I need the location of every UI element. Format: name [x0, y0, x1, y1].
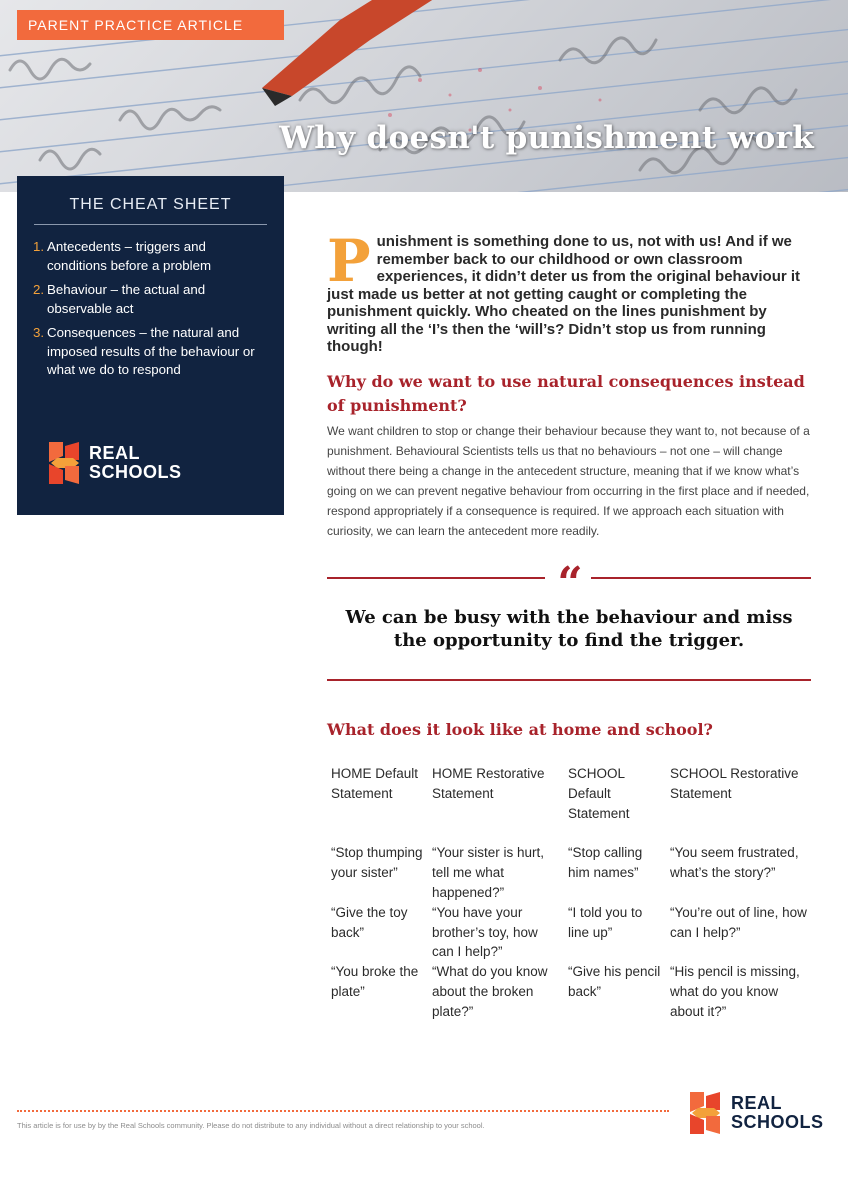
table-row [327, 962, 817, 1021]
column-header: SCHOOL Default Statement [568, 766, 630, 821]
table-cell: “Your sister is hurt, tell me what happened?” [432, 845, 545, 900]
real-schools-logo [49, 442, 182, 484]
pull-quote [327, 558, 811, 682]
table-header-row [327, 764, 817, 843]
list-item-number: 1. [33, 239, 45, 254]
list-item-text: Consequences – the natural and imposed results of the behaviour or what we do to respond [47, 325, 255, 377]
cheat-sheet-title: THE CHEAT SHEET [34, 196, 267, 225]
table-cell: “Give his pencil back” [568, 964, 661, 999]
list-item [33, 281, 269, 318]
quote-mark-icon: “ [557, 558, 583, 609]
table-cell: “His pencil is missing, what do you know about it?” [670, 964, 800, 1019]
quote-divider-left [327, 577, 545, 579]
table-cell: “I told you to line up” [568, 904, 643, 940]
footer-disclaimer: This article is for use by by the Real Schools community. Please do not distribute to any individual without a direct relationship to your school. [17, 1121, 485, 1130]
section-heading: Why do we want to use natural consequences instead of punishment? [327, 371, 805, 415]
cheat-sheet-list [33, 238, 269, 386]
footer-divider [17, 1110, 669, 1112]
list-item-text: Antecedents – triggers and conditions before a problem [47, 239, 212, 273]
table-cell: “Stop calling him names” [568, 845, 643, 881]
quote-divider-bottom [327, 679, 811, 681]
article-body [327, 227, 811, 541]
table-cell: “You broke the plate” [331, 964, 419, 999]
list-item [33, 238, 269, 275]
real-schools-logo-icon [49, 442, 79, 484]
table-cell: “You’re out of line, how can I help?” [670, 904, 807, 940]
logo-line-2: SCHOOLS [89, 462, 182, 482]
list-item-number: 2. [33, 282, 45, 297]
table-row [327, 843, 817, 902]
column-header: HOME Default Statement [331, 766, 419, 801]
cheat-sheet-panel [17, 176, 284, 515]
table-heading: What does it look like at home and school? [327, 720, 713, 739]
real-schools-logo-icon [690, 1092, 720, 1134]
table-row [327, 903, 817, 962]
lede-text: unishment is something done to us, not with us! And if we remember back to our childhood or own classroom experiences, it didn’t deter us from the original behaviour it just made us better at not getting caught or completing the punishment quickly. Who cheated on the lines punishment by writing all the ‘I’s then the ‘will’s? Didn’t stop us from running though! [327, 233, 801, 355]
list-item-text: Behaviour – the actual and observable act [47, 282, 206, 316]
article-category-tag: PARENT PRACTICE ARTICLE [17, 10, 284, 40]
table-cell: “You seem frustrated, what’s the story?” [670, 845, 799, 881]
table-cell: “Stop thumping your sister” [331, 845, 423, 881]
logo-line-2: SCHOOLS [731, 1112, 824, 1132]
quote-text: We can be busy with the behaviour and miss the opportunity to find the trigger. [345, 607, 793, 651]
page-title: Why doesn't punishment work [279, 120, 814, 156]
list-item [33, 324, 269, 380]
logo-line-1: REAL [731, 1093, 782, 1113]
drop-cap: P [327, 227, 371, 295]
column-header: SCHOOL Restorative Statement [670, 766, 799, 801]
quote-divider-right [591, 577, 811, 579]
table-cell: “You have your brother’s toy, how can I help?” [432, 904, 538, 960]
logo-wordmark [731, 1094, 824, 1132]
logo-line-1: REAL [89, 443, 140, 463]
body-paragraph: We want children to stop or change their behaviour because they want to, not because of a punishment. Behavioural Scientists tells us that no behaviours – not one – will change without there being a change in the antecedent structure, meaning that if we know what’s going on we can prevent negative behaviour from occurring in the first place and if needed, respond appropriately if a consequence is required. If we approach each situation with curiosity, we can learn the antecedent more readily. [327, 423, 810, 538]
lede-paragraph [327, 227, 811, 356]
footer-logo [690, 1092, 824, 1134]
comparison-table [327, 764, 817, 1022]
list-item-number: 3. [33, 325, 45, 340]
logo-wordmark [89, 444, 182, 482]
table-cell: “What do you know about the broken plate?” [432, 964, 548, 1019]
table-cell: “Give the toy back” [331, 904, 408, 940]
column-header: HOME Restorative Statement [432, 766, 545, 801]
hero-banner [0, 0, 848, 192]
